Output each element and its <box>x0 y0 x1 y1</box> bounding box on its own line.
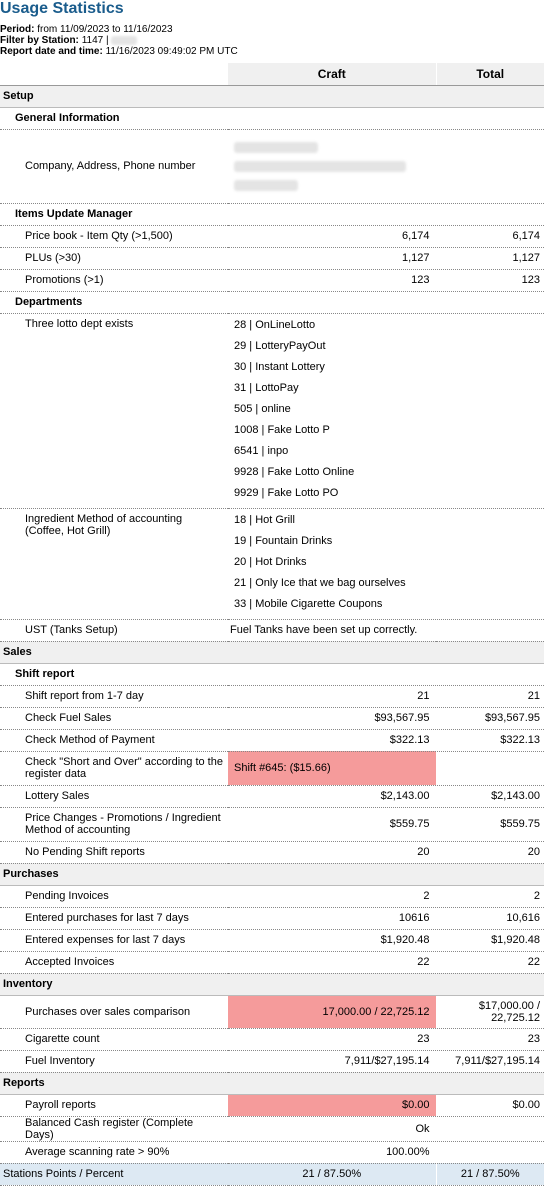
table-row: Average scanning rate > 90% 100.00% <box>0 1141 544 1163</box>
list-item: 6541 | inpo <box>234 444 289 457</box>
table-row: Pending Invoices 2 2 <box>0 885 544 907</box>
table-row: Check Method of Payment $322.13 $322.13 <box>0 729 544 751</box>
table-row: Payroll reports $0.00 $0.00 <box>0 1094 544 1116</box>
table-row: Check Fuel Sales $93,567.95 $93,567.95 <box>0 707 544 729</box>
list-item: 28 | OnLineLotto <box>234 318 316 331</box>
report-line <box>0 46 544 57</box>
list-item: 20 | Hot Drinks <box>234 555 307 568</box>
list-item: 505 | online <box>234 402 291 415</box>
station-line <box>0 35 544 46</box>
section-setup: Setup <box>0 85 544 107</box>
table-header-row <box>0 63 544 85</box>
list-item: 18 | Hot Grill <box>234 513 295 526</box>
station-value: 1147 | <box>81 35 109 46</box>
list-item: 9929 | Fake Lotto PO <box>234 486 339 499</box>
section-sales: Sales <box>0 641 544 663</box>
table-row: Purchases over sales comparison 17,000.00 / 22,725.12 $17,000.00 / 22,725.12 <box>0 995 544 1028</box>
report-value: 11/16/2023 09:49:02 PM UTC <box>105 46 238 57</box>
table-row: Entered purchases for last 7 days 10616 10,616 <box>0 907 544 929</box>
table-row: Entered expenses for last 7 days $1,920.48 $1,920.48 <box>0 929 544 951</box>
ingredient-dept-list <box>228 508 436 619</box>
table-row: Balanced Cash register (Complete Days) Ok <box>0 1116 544 1141</box>
list-item: 21 | Only Ice that we bag ourselves <box>234 576 406 589</box>
column-total: Total <box>436 63 544 85</box>
redacted-company-info <box>228 129 436 203</box>
column-craft: Craft <box>228 63 436 85</box>
table-row: Accepted Invoices 22 22 <box>0 951 544 973</box>
table-row: Three lotto dept exists 28 | OnLineLotto 29 | LotteryPayOut 30 | Instant Lottery 31 | LottoPay 505 | online 1008 | Fake Lotto P 6541 | inpo 9928 | Fake Lotto Online 9929 | Fake Lotto PO <box>0 313 544 508</box>
station-label: Filter by Station: <box>0 35 79 46</box>
comparison-alert: 17,000.00 / 22,725.12 <box>228 995 436 1028</box>
period-value: from 11/09/2023 to 11/16/2023 <box>37 24 173 35</box>
lotto-dept-list <box>228 313 436 508</box>
table-row: Shift report from 1-7 day 21 21 <box>0 685 544 707</box>
header-blank <box>0 63 228 85</box>
table-row: Price book - Item Qty (>1,500) 6,174 6,174 <box>0 225 544 247</box>
report-header <box>0 0 544 57</box>
page-title: Usage Statistics <box>0 0 124 17</box>
subsection-departments: Departments <box>0 291 544 313</box>
row-label: Company, Address, Phone number <box>0 129 228 203</box>
table-row <box>0 129 544 203</box>
stations-points-row: Stations Points / Percent 21 / 87.50% 21 / 87.50% <box>0 1163 544 1185</box>
payroll-alert: $0.00 <box>228 1094 436 1116</box>
table-row: PLUs (>30) 1,127 1,127 <box>0 247 544 269</box>
list-item: 19 | Fountain Drinks <box>234 534 333 547</box>
report-label: Report date and time: <box>0 46 103 57</box>
list-item: 33 | Mobile Cigarette Coupons <box>234 597 383 610</box>
section-purchases: Purchases <box>0 863 544 885</box>
table-row: Lottery Sales $2,143.00 $2,143.00 <box>0 785 544 807</box>
table-row: Check "Short and Over" according to the register data Shift #645: ($15.66) <box>0 751 544 785</box>
subsection-shift-report: Shift report <box>0 663 544 685</box>
list-item: 9928 | Fake Lotto Online <box>234 465 355 478</box>
redacted-station-name <box>111 36 137 45</box>
section-inventory: Inventory <box>0 973 544 995</box>
period-line <box>0 24 544 35</box>
list-item: 31 | LottoPay <box>234 381 299 394</box>
subsection-items-update: Items Update Manager <box>0 203 544 225</box>
table-row: Ingredient Method of accounting (Coffee, Hot Grill) 18 | Hot Grill 19 | Fountain Drinks 20 | Hot Drinks 21 | Only Ice that we bag ourselves 33 | Mobile Cigarette Coupons <box>0 508 544 619</box>
short-over-alert: Shift #645: ($15.66) <box>228 751 436 785</box>
period-label: Period: <box>0 24 35 35</box>
table-row: Cigarette count 23 23 <box>0 1028 544 1050</box>
list-item: 1008 | Fake Lotto P <box>234 423 330 436</box>
table-row: Price Changes - Promotions / Ingredient Method of accounting $559.75 $559.75 <box>0 807 544 841</box>
subsection-general-info: General Information <box>0 107 544 129</box>
usage-table <box>0 63 544 1186</box>
list-item: 29 | LotteryPayOut <box>234 339 326 352</box>
table-row: Fuel Inventory 7,911/$27,195.14 7,911/$27,195.14 <box>0 1050 544 1072</box>
table-row: UST (Tanks Setup) Fuel Tanks have been set up correctly. <box>0 619 544 641</box>
list-item: 30 | Instant Lottery <box>234 360 325 373</box>
section-reports: Reports <box>0 1072 544 1094</box>
table-row: Promotions (>1) 123 123 <box>0 269 544 291</box>
table-row: No Pending Shift reports 20 20 <box>0 841 544 863</box>
